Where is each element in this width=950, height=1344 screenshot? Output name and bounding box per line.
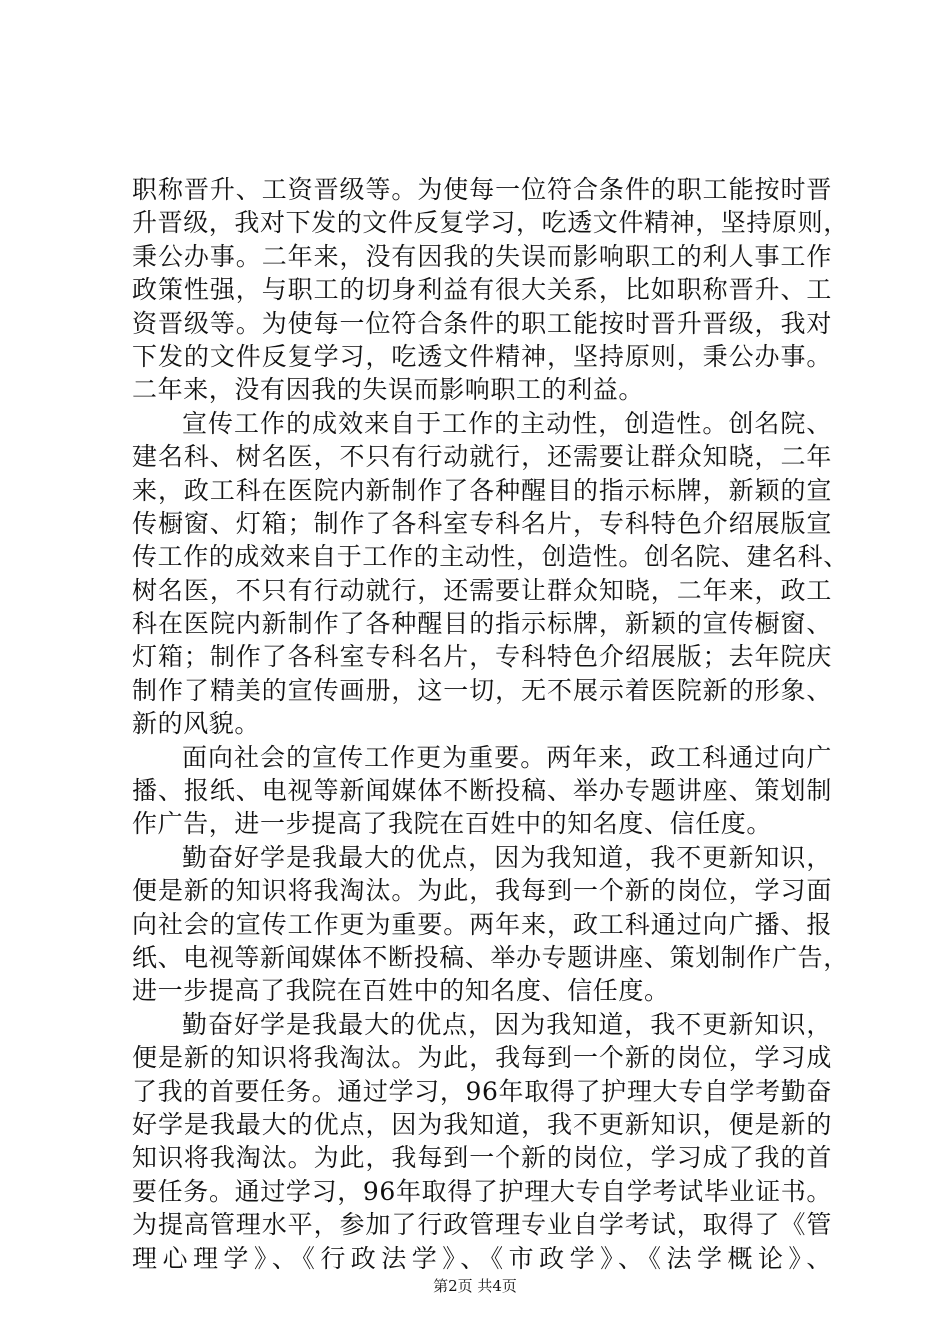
text-line: 宣传工作的成效来自于工作的主动性，创造性。创名院、 — [182, 408, 832, 438]
paragraph — [132, 407, 849, 741]
text-line: 勤奋好学是我最大的优点，因为我知道，我不更新知识， — [182, 842, 832, 872]
paragraph — [132, 741, 832, 841]
text-line: 作广告，进一步提高了我院在百姓中的知名度、信任度。 — [132, 809, 773, 839]
page-number-footer: 第2页 共4页 — [433, 1277, 517, 1295]
text-line: 传橱窗、灯箱；制作了各科室专科名片，专科特色介绍展版宣 — [132, 508, 832, 538]
text-line: 下发的文件反复学习，吃透文件精神，坚持原则，秉公办事。 — [132, 341, 832, 371]
text-line: 科在医院内新制作了各种醒目的指示标牌，新颖的宣传橱窗、 — [132, 609, 832, 639]
text-line: 播、报纸、电视等新闻媒体不断投稿、举办专题讲座、策划制 — [132, 776, 832, 806]
text-line: 树名医，不只有行动就行，还需要让群众知晓，二年来，政工 — [132, 575, 832, 605]
text-line: 传工作的成效来自于工作的主动性，创造性。创名院、建名科、 — [132, 542, 849, 572]
text-line: 为提高管理水平，参加了行政管理专业自学考试，取得了《管 — [132, 1210, 832, 1240]
text-line: 便是新的知识将我淘汰。为此，我每到一个新的岗位，学习面 — [132, 876, 832, 906]
text-line: 制作了精美的宣传画册，这一切，无不展示着医院新的形象、 — [132, 675, 832, 705]
text-line: 灯箱；制作了各科室专科名片，专科特色介绍展版；去年院庆 — [132, 642, 832, 672]
text-line: 升晋级，我对下发的文件反复学习，吃透文件精神，坚持原则， — [132, 208, 849, 238]
text-line: 理心理学》、《行政法学》、《市政学》、《法学概论》、 — [132, 1243, 832, 1273]
text-line: 要任务。通过学习，96年取得了护理大专自学考试毕业证书。 — [132, 1176, 832, 1206]
text-line: 进一步提高了我院在百姓中的知名度、信任度。 — [132, 976, 670, 1006]
text-line: 向社会的宣传工作更为重要。两年来，政工科通过向广播、报 — [132, 909, 832, 939]
text-line: 纸、电视等新闻媒体不断投稿、举办专题讲座、策划制作广告， — [132, 942, 849, 972]
paragraph — [132, 173, 849, 407]
text-line: 职称晋升、工资晋级等。为使每一位符合条件的职工能按时晋 — [132, 175, 832, 204]
document-body — [132, 173, 849, 1275]
text-line: 来，政工科在医院内新制作了各种醒目的指示标牌，新颖的宣 — [132, 475, 832, 505]
text-line: 资晋级等。为使每一位符合条件的职工能按时晋升晋级，我对 — [132, 308, 832, 338]
text-line: 好学是我最大的优点，因为我知道，我不更新知识，便是新的 — [132, 1109, 832, 1139]
text-line: 政策性强，与职工的切身利益有很大关系，比如职称晋升、工 — [132, 275, 832, 305]
text-line: 建名科、树名医，不只有行动就行，还需要让群众知晓，二年 — [132, 442, 832, 472]
text-line: 勤奋好学是我最大的优点，因为我知道，我不更新知识， — [182, 1009, 832, 1039]
text-line: 新的风貌。 — [132, 709, 261, 739]
text-line: 二年来，没有因我的失误而影响职工的利益。 — [132, 375, 645, 405]
text-line: 面向社会的宣传工作更为重要。两年来，政工科通过向广 — [182, 742, 832, 772]
text-line: 知识将我淘汰。为此，我每到一个新的岗位，学习成了我的首 — [132, 1143, 832, 1173]
paragraph — [132, 841, 849, 1008]
text-line: 便是新的知识将我淘汰。为此，我每到一个新的岗位，学习成 — [132, 1043, 832, 1073]
text-line: 了我的首要任务。通过学习，96年取得了护理大专自学考勤奋 — [132, 1076, 832, 1106]
text-line: 秉公办事。二年来，没有因我的失误而影响职工的利人事工作 — [132, 241, 832, 271]
paragraph — [132, 1008, 832, 1275]
